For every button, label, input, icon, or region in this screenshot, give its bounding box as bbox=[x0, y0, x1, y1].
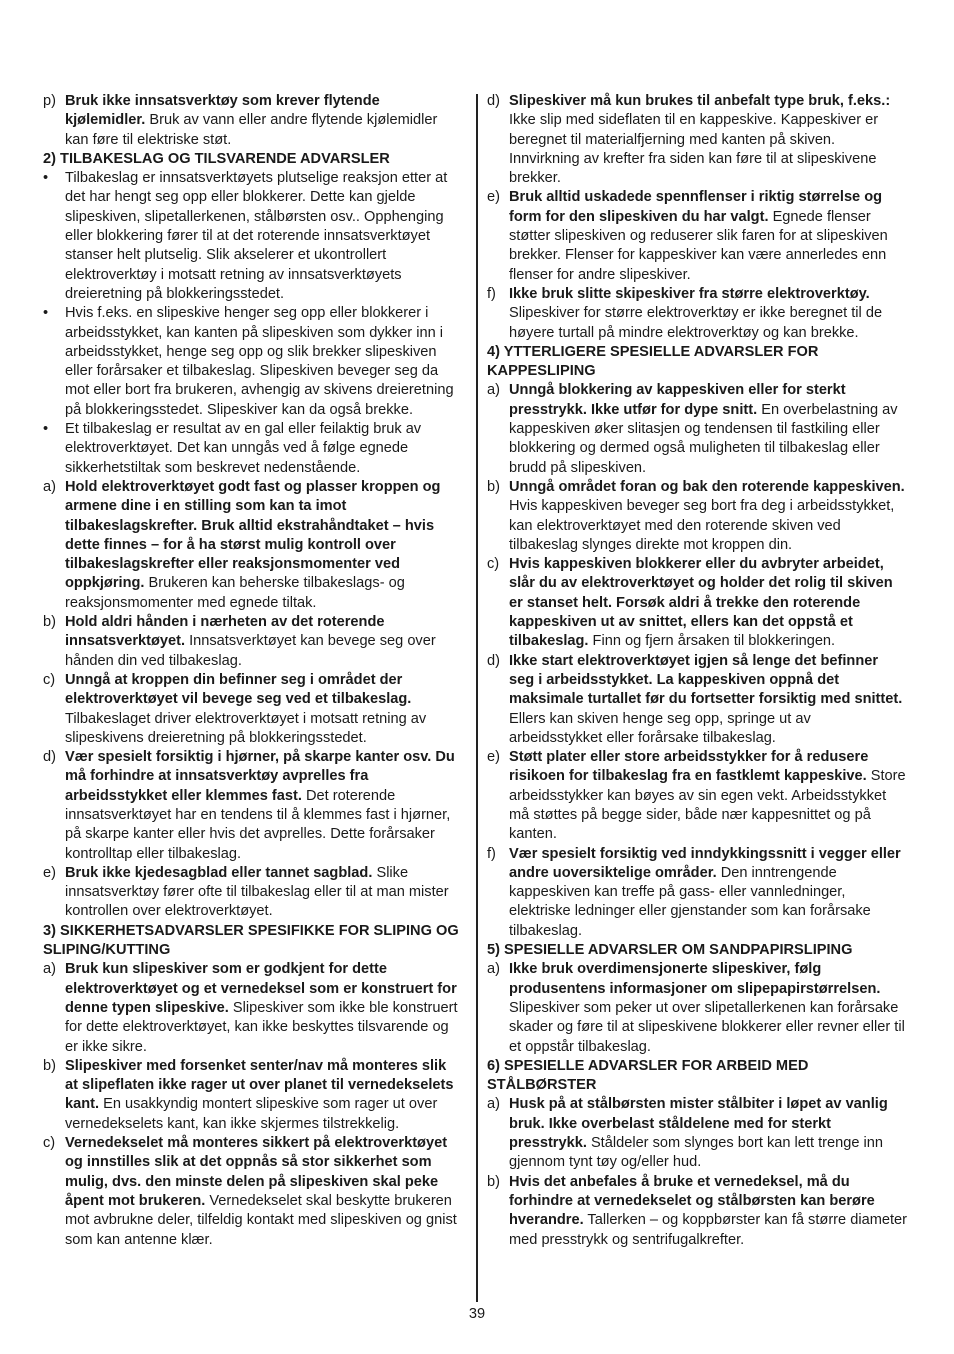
warning-item bbox=[487, 381, 907, 477]
item-body-text: Ståldeler som slynges bort kan lett trenge inn gjennom tynt tøy og/eller hud. bbox=[509, 1135, 883, 1171]
item-bold-text: Støtt plater eller store arbeidsstykker for å redusere risikoen for tilbakeslag fra en fastklemt kappeskive. bbox=[509, 749, 869, 785]
item-body-text: Tilbakeslag er innsatsverktøyets plutselige reaksjon etter at det har hengt seg opp eller blokkerer. Dette kan gjelde slipeskiven, slipetallerkenen, stålbørsten osv.. Opphenging eller blokkering fører til at det roterende innsatsverktøyet stanser helt plutselig. Slik akselerer et ukontrollert elektroverktøy i motsatt retning av innsatsverktøyets dreieretning på blokkeringsstedet. bbox=[65, 170, 448, 302]
item-label: d) bbox=[43, 749, 56, 766]
item-body-text: Brukeren kan beherske tilbakeslags- og reaksjonsmomenter med egnede tiltak. bbox=[65, 575, 405, 611]
item-bold-text: Hvis kappeskiven blokkerer eller du avbryter arbeidet, slår du av elektroverktøyet og holder det rolig til skiven er stanset helt. Forsøk aldri å trekke den roterende kappeskiven ut av snittet, ellers kan det oppstå et tilbakeslag. bbox=[509, 556, 893, 650]
item-label: • bbox=[43, 305, 49, 322]
warning-item bbox=[487, 1173, 907, 1250]
item-bold-text: Vær spesielt forsiktig i hjørner, på skarpe kanter osv. Du må forhindre at innsatsverktøy avprelles fra arbeidsstykket eller klemmes fast. bbox=[65, 749, 455, 804]
item-bold-text: Slipeskiver med forsenket senter/nav må monteres slik at slipeflaten ikke rager ut over planet til vernedekselets kant. bbox=[65, 1057, 454, 1113]
item-label: d) bbox=[487, 652, 500, 669]
item-body-text: Slipeskiver for større elektroverktøy er ikke beregnet til de høyere turtall på mindre elektroverktøy og kan brekke. bbox=[509, 305, 883, 341]
warning-item bbox=[487, 92, 907, 188]
item-body-text: Vernedekselet skal beskytte brukeren mot avbrukne deler, tilfeldig kontakt med slipeskiven og gnist som kan antenne klær. bbox=[65, 1192, 457, 1248]
warning-item bbox=[43, 420, 463, 478]
warning-item bbox=[43, 671, 463, 748]
item-bold-text: Bruk ikke kjedesagblad eller tannet sagblad. bbox=[65, 864, 373, 881]
warning-item bbox=[487, 845, 907, 941]
warning-item bbox=[43, 748, 463, 864]
warning-item bbox=[43, 92, 463, 150]
item-bold-text: Hold elektroverktøyet godt fast og plasser kroppen og armene dine i en stilling som kan ta imot tilbakeslagskrefter. Bruk alltid ekstrahåndtaket – hvis dette finnes – for å ha størst mulig kontroll over tilbakeslagskrefter eller reaksjonsmomenter ved oppkjøring. bbox=[65, 478, 441, 592]
item-label: c) bbox=[43, 1135, 56, 1152]
item-body-text: Slipeskiver som ikke ble konstruert for dette elektroverktøyet, kan ikke beskyttes tilsvarende og er ikke sikre. bbox=[65, 999, 458, 1055]
warning-item bbox=[487, 555, 907, 651]
item-body-text: Det roterende innsatsverktøyet har en tendens til å klemmes fast i hjørner, på skarpe kanter eller hvis det avprelles. Dette forårsaker kontrolltap eller tilbakeslag. bbox=[65, 787, 451, 862]
item-bold-text: Unngå at kroppen din befinner seg i området der elektroverktøyet vil bevege seg ved et tilbakeslag. bbox=[65, 671, 412, 708]
item-body-text: Slipeskiver som peker ut over slipetallerkenen kan forårsake skader og føre til at slipeskivene blokkerer eller revner eller til et oppstår tilbakeslag. bbox=[509, 999, 905, 1055]
item-label: a) bbox=[43, 961, 56, 978]
item-bold-text: Bruk alltid uskadede spennflenser i riktig størrelse og form for den slipeskiven du har valgt. bbox=[509, 189, 883, 225]
warning-item bbox=[487, 960, 907, 1056]
warning-item bbox=[487, 652, 907, 748]
left-column bbox=[43, 92, 463, 1250]
warning-item bbox=[487, 478, 907, 555]
item-body-text: Finn og fjern årsaken til blokkeringen. bbox=[588, 633, 836, 650]
item-label: c) bbox=[487, 556, 500, 573]
item-label: b) bbox=[487, 478, 500, 495]
item-bold-text: Hvis det anbefales å bruke et vernedeksel, må du forhindre at vernedekselet og stålbørsten kan berøre hverandre. bbox=[509, 1173, 875, 1229]
item-label: f) bbox=[487, 285, 496, 302]
item-body-text: Et tilbakeslag er resultat av en gal eller feilaktig bruk av elektroverktøyet. Det kan unngås ved å følge egnede sikkerhetstiltak som beskrevet nedenstående. bbox=[65, 421, 422, 476]
item-label: b) bbox=[43, 1057, 56, 1074]
item-bold-text: Ikke bruk slitte skipeskiver fra større elektroverktøy. bbox=[509, 285, 870, 302]
warning-item bbox=[43, 304, 463, 420]
warning-item bbox=[487, 748, 907, 844]
item-body-text: Hvis kappeskiven beveger seg bort fra deg i arbeidsstykket, kan elektroverktøyet med den roterende skiven ved tilbakeslag slynges direkte mot kroppen din. bbox=[509, 498, 895, 553]
item-label: a) bbox=[487, 1096, 500, 1113]
warning-item bbox=[487, 188, 907, 284]
item-bold-text: Hold aldri hånden i nærheten av det roterende innsatsverktøyet. bbox=[65, 614, 385, 650]
item-body-text: En usakkyndig montert slipeskive som rager ut over vernedekselets kant, kan ikke skjermes tilstrekkelig. bbox=[65, 1096, 438, 1132]
item-bold-text: Vær spesielt forsiktig ved inndykkingssnitt i vegger eller andre uoversiktelige områder. bbox=[509, 845, 901, 881]
warning-item bbox=[43, 960, 463, 1056]
item-body-text: Tallerken – og koppbørster kan få større diameter med presstrykk og sentrifugalkrefter. bbox=[509, 1212, 907, 1248]
item-body-text: Hvis f.eks. en slipeskive henger seg opp eller blokkerer i arbeidsstykket, kan kanten på slipeskiven som dykker inn i arbeidsstykket, henge seg opp og slik brekker slipeskiven eller forårsaker et tilbakeslag. Slipeskiven beveger seg da mot eller bort fra brukeren, avhengig av skivens dreieretning på blokkeringsstedet. Slipeskiver kan da også brekke. bbox=[65, 305, 454, 418]
item-label: c) bbox=[43, 671, 56, 688]
warning-item bbox=[43, 1057, 463, 1134]
section-heading: 4) YTTERLIGERE SPESIELLE ADVARSLER FOR KAPPESLIPING bbox=[487, 343, 819, 380]
warning-item bbox=[43, 613, 463, 671]
item-body-text: En overbelastning av kappeskiven øker slitasjen og tendensen til fastkiling eller blokkering og dermed også muligheten til tilbakeslag eller brudd på slipeskiven. bbox=[509, 401, 898, 476]
item-label: b) bbox=[43, 614, 56, 631]
item-label: f) bbox=[487, 845, 496, 862]
item-label: e) bbox=[43, 864, 56, 881]
item-label: d) bbox=[487, 93, 500, 109]
section-heading: 5) SPESIELLE ADVARSLER OM SANDPAPIRSLIPING bbox=[487, 942, 853, 959]
warning-item bbox=[487, 1095, 907, 1172]
column-divider bbox=[476, 94, 478, 1302]
item-label: b) bbox=[487, 1173, 500, 1190]
item-bold-text: Slipeskiver må kun brukes til anbefalt type bruk, f.eks.: bbox=[509, 93, 891, 109]
warning-item bbox=[43, 478, 463, 613]
page-number: 39 bbox=[468, 1306, 486, 1322]
item-bold-text: Husk på at stålbørsten mister stålbiter i løpet av vanlig bruk. Ikke overbelast ståldelene med for sterkt presstrykk. bbox=[509, 1096, 888, 1152]
section-heading: 2) TILBAKESLAG OG TILSVARENDE ADVARSLER bbox=[43, 150, 390, 167]
item-label: a) bbox=[487, 382, 500, 399]
item-body-text: Ellers kan skiven henge seg opp, springe ut av arbeidsstykket eller forårsake tilbakeslag. bbox=[509, 710, 811, 746]
item-body-text: Bruk av vann eller andre flytende kjølemidler kan føre til elektriske støt. bbox=[65, 112, 438, 148]
item-label: e) bbox=[487, 749, 500, 766]
section-heading: 6) SPESIELLE ADVARSLER FOR ARBEID MED STÅLBØRSTER bbox=[487, 1057, 809, 1094]
item-bold-text: Unngå området foran og bak den roterende kappeskiven. bbox=[509, 478, 905, 495]
warning-item bbox=[43, 864, 463, 922]
item-body-text: Tilbakeslaget driver elektroverktøyet i motsatt retning av slipeskivens dreieretning på blokkeringsstedet. bbox=[65, 710, 427, 746]
item-body-text: Slike innsatsverktøy fører ofte til tilbakeslag eller til at man mister kontrollen over elektroverktøyet. bbox=[65, 864, 449, 920]
item-label: a) bbox=[43, 478, 56, 495]
item-bold-text: Ikke start elektroverktøyet igjen så lenge det befinner seg i arbeidsstykket. La kappeskiven oppnå det maksimale turtallet før du fortsetter forsiktig med snittet. bbox=[509, 652, 903, 708]
warning-item bbox=[43, 1134, 463, 1250]
item-bold-text: Bruk kun slipeskiver som er godkjent for dette elektroverktøyet og et vernedeksel som er konstruert for denne typen slipeskive. bbox=[65, 961, 457, 1016]
item-bold-text: Bruk ikke innsatsverktøy som krever flytende kjølemidler. bbox=[65, 93, 380, 129]
item-label: • bbox=[43, 421, 49, 438]
item-bold-text: Ikke bruk overdimensjonerte slipeskiver, følg produsentens informasjoner om slipepapirstørrelsen. bbox=[509, 961, 881, 997]
item-body-text: Store arbeidsstykker kan bøyes av sin egen vekt. Arbeidsstykket må støttes på begge sider, både nær kappesnittet og på kanten. bbox=[509, 768, 906, 843]
warning-item bbox=[487, 285, 907, 343]
right-column bbox=[487, 92, 907, 1250]
item-body-text: Den inntrengende kappeskiven kan treffe på gass- eller vannledninger, elektriske ledninger eller gjenstander som kan forårsake tilbakeslag. bbox=[509, 864, 871, 939]
item-body-text: Innsatsverktøyet kan bevege seg over hånden din ved tilbakeslag. bbox=[65, 633, 436, 669]
item-body-text: Egnede flenser støtter slipeskiven og reduserer slik faren for at slipeskiven brekker. Flenser for kappeskiver kan være annerledes enn flenser for andre slipeskiver. bbox=[509, 208, 888, 283]
item-bold-text: Vernedekselet må monteres sikkert på elektroverktøyet og innstilles slik at det oppnås så stor sikkerhet som mulig, dvs. den minste delen på slipeskiven skal peke åpent mot brukeren. bbox=[65, 1135, 448, 1209]
item-label: a) bbox=[487, 961, 500, 978]
item-label: • bbox=[43, 170, 49, 187]
section-heading: 3) SIKKERHETSADVARSLER SPESIFIKKE FOR SLIPING OG SLIPING/KUTTING bbox=[43, 922, 459, 959]
item-label: p) bbox=[43, 93, 56, 109]
item-label: e) bbox=[487, 189, 500, 206]
item-body-text: Ikke slip med sideflaten til en kappeskive. Kappeskiver er beregnet til materialfjerning med kanten på skiven. Innvirkning av krefter fra siden kan føre til at slipeskivene brekker. bbox=[509, 112, 879, 187]
item-bold-text: Unngå blokkering av kappeskiven eller for sterkt presstrykk. Ikke utfør for dype snitt. bbox=[509, 382, 846, 418]
warning-item bbox=[43, 169, 463, 304]
